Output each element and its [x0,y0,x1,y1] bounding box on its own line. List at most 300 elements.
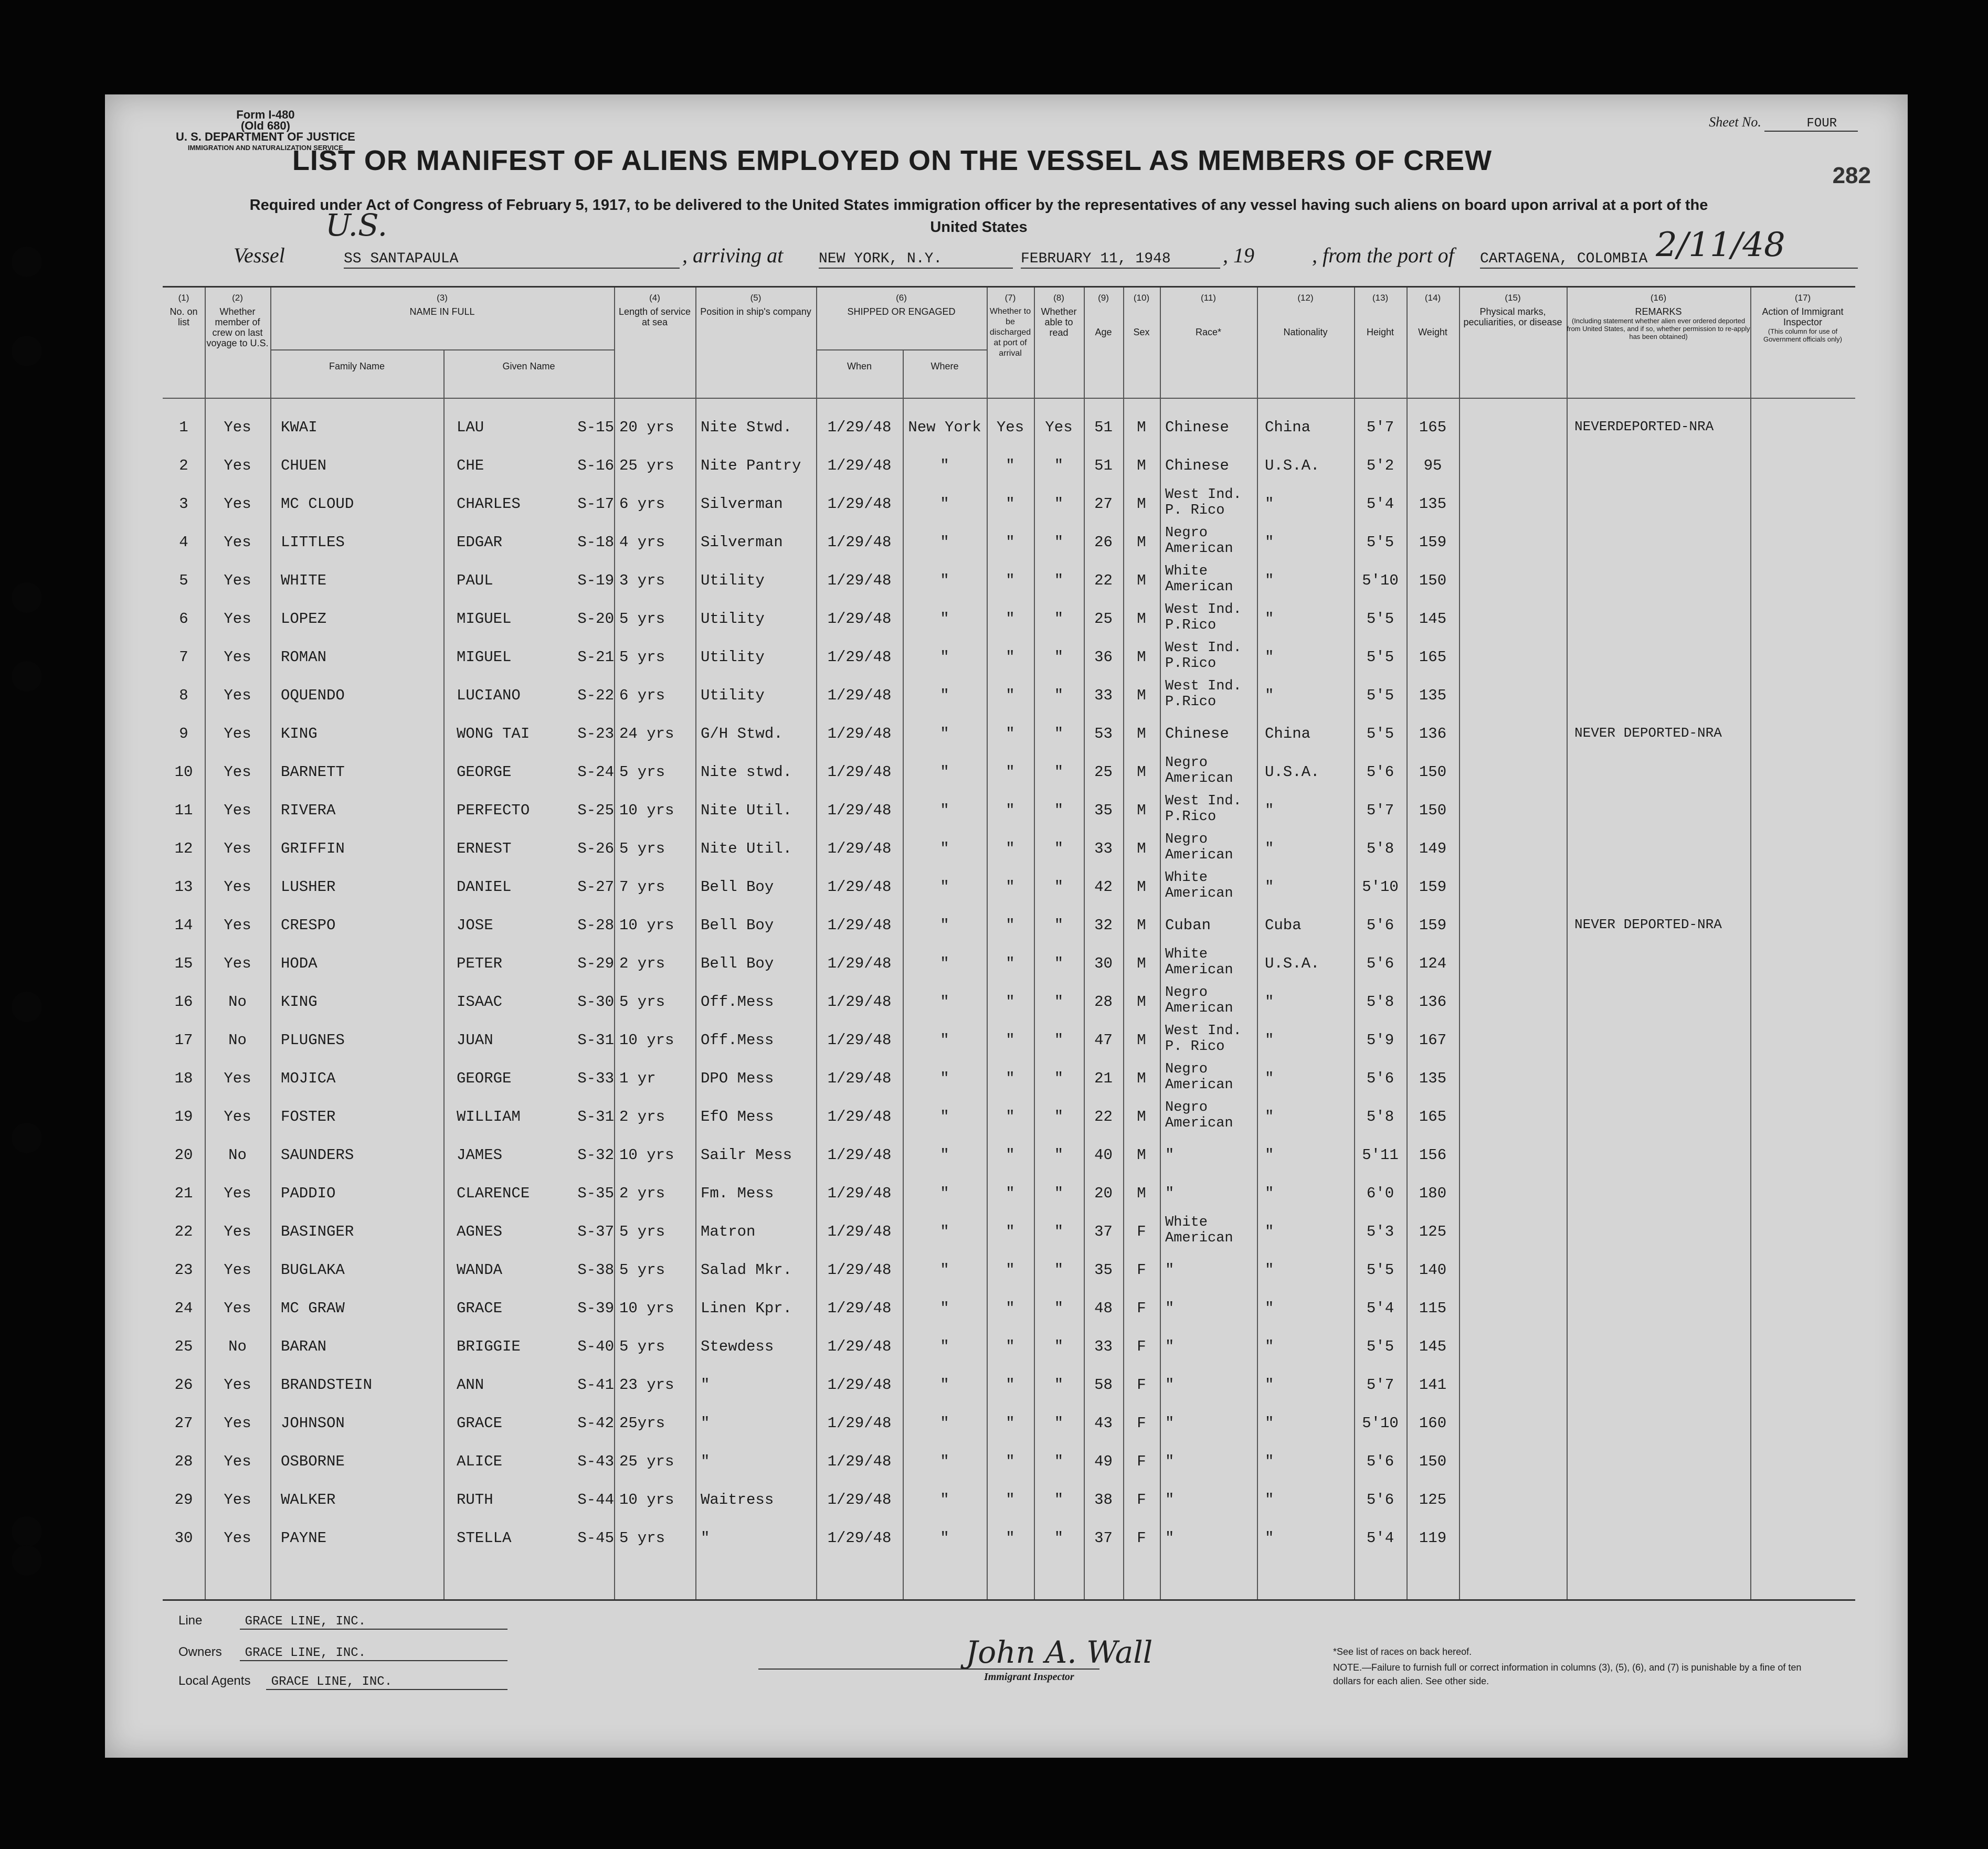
cell-family: BARAN [281,1338,327,1355]
cell-weight: 135 [1419,1070,1447,1087]
cell-race: " [1165,1300,1175,1317]
cell-discharged: " [1006,1491,1015,1508]
cell-given: WANDA [457,1261,503,1279]
cell-sex: F [1137,1415,1146,1432]
cell-weight: 180 [1419,1185,1447,1202]
cell-crew: Yes [224,1415,251,1432]
cell-no: 19 [174,1108,193,1125]
line-value: GRACE LINE, INC. [240,1614,507,1630]
cell-position: Stewdess [701,1338,774,1355]
cell-weight: 124 [1419,955,1447,972]
column-divider [695,288,696,1599]
cell-age: 48 [1094,1300,1113,1317]
cell-weight: 150 [1419,1453,1447,1470]
cell-where: " [940,1529,949,1547]
cell-when: 1/29/48 [827,917,892,934]
cell-height: 5'6 [1366,1453,1394,1470]
cell-snum: S-24 [577,763,614,781]
cell-age: 22 [1094,1108,1113,1125]
cell-age: 51 [1094,457,1113,474]
cell-crew: Yes [224,802,251,819]
cell-where: " [940,1338,949,1355]
column-number: (9) [1098,293,1109,303]
punch-hole [12,247,42,277]
cell-sex: F [1137,1376,1146,1394]
cell-where: " [940,1185,949,1202]
cell-service: 5 yrs [619,649,665,666]
cell-weight: 119 [1419,1529,1447,1547]
column-header-position [695,293,816,317]
cell-position: Utility [701,649,765,666]
cell-snum: S-26 [577,840,614,857]
cell-age: 47 [1094,1032,1113,1049]
cell-crew: Yes [224,1453,251,1470]
agents-value: GRACE LINE, INC. [266,1675,507,1690]
header-divider [163,398,1855,399]
cell-discharged: " [1006,1338,1015,1355]
cell-service: 20 yrs [619,419,674,436]
cell-race2: P.Rico [1165,694,1217,710]
cell-height: 5'3 [1366,1223,1394,1240]
cell-discharged: " [1006,1223,1015,1240]
cell-nat: " [1265,993,1274,1011]
cell-discharged: " [1006,610,1015,628]
cell-nat: " [1265,687,1274,704]
cell-race: West Ind. [1165,1023,1242,1039]
cell-read: " [1054,1185,1064,1202]
column-number: (13) [1372,293,1389,303]
column-title: Whether to be discharged at port of arrival [989,307,1031,358]
cell-race2: American [1165,962,1233,978]
cell-when: 1/29/48 [827,610,892,628]
cell-when: 1/29/48 [827,840,892,857]
cell-crew: Yes [224,1070,251,1087]
cell-where: " [940,1415,949,1432]
cell-given: EDGAR [457,534,503,551]
cell-position: Bell Boy [701,878,774,896]
cell-no: 22 [174,1223,193,1240]
cell-crew: Yes [224,1300,251,1317]
arriving-label: , arriving at [682,243,784,267]
cell-sex: M [1137,419,1146,436]
cell-race2: American [1165,771,1233,787]
cell-height: 5'5 [1366,1261,1394,1279]
cell-nat: China [1265,419,1311,436]
cell-position: DPO Mess [701,1070,774,1087]
cell-where: " [940,955,949,972]
cell-given: MIGUEL [457,610,512,628]
cell-family: OQUENDO [281,687,345,704]
cell-no: 9 [179,725,188,742]
date-field [1021,243,1220,269]
cell-race2: American [1165,541,1233,557]
cell-height: 5'5 [1366,687,1394,704]
cell-snum: S-29 [577,955,614,972]
cell-when: 1/29/48 [827,802,892,819]
line-label: Line [178,1613,203,1628]
cell-given: GRACE [457,1300,503,1317]
cell-position: Nite Stwd. [701,419,792,436]
cell-sex: M [1137,878,1146,896]
cell-family: BUGLAKA [281,1261,345,1279]
cell-read: " [1054,1300,1064,1317]
cell-discharged: " [1006,687,1015,704]
cell-when: 1/29/48 [827,1300,892,1317]
cell-weight: 136 [1419,993,1447,1011]
cell-race: " [1165,1185,1175,1202]
cell-service: 4 yrs [619,534,665,551]
cell-snum: S-28 [577,917,614,934]
cell-family: OSBORNE [281,1453,345,1470]
cell-where: " [940,687,949,704]
cell-race: Negro [1165,832,1208,847]
cell-nat: U.S.A. [1265,763,1320,781]
punch-hole [12,992,42,1022]
cell-given: WILLIAM [457,1108,521,1125]
column-header-weight [1407,293,1459,306]
cell-discharged: " [1006,1185,1015,1202]
cell-nat: " [1265,1032,1274,1049]
cell-race: West Ind. [1165,793,1242,809]
cell-when: 1/29/48 [827,534,892,551]
cell-nat: " [1265,802,1274,819]
cell-where: " [940,534,949,551]
cell-no: 25 [174,1338,193,1355]
column-divider [1123,288,1124,1599]
cell-family: MOJICA [281,1070,336,1087]
cell-read: " [1054,1415,1064,1432]
cell-service: 3 yrs [619,572,665,589]
column-header-marks [1459,293,1567,327]
cell-race2: American [1165,847,1233,863]
cell-weight: 145 [1419,1338,1447,1355]
cell-where: " [940,1108,949,1125]
cell-when: 1/29/48 [827,1376,892,1394]
cell-read: " [1054,1070,1064,1087]
cell-where: " [940,1491,949,1508]
cell-sex: M [1137,840,1146,857]
cell-crew: Yes [224,955,251,972]
cell-nat: U.S.A. [1265,457,1320,474]
cell-family: WHITE [281,572,327,589]
column-header-discharged [987,293,1034,359]
cell-crew: Yes [224,534,251,551]
cell-service: 5 yrs [619,1529,665,1547]
cell-service: 1 yr [619,1070,656,1087]
cell-discharged: " [1006,1032,1015,1049]
cell-weight: 141 [1419,1376,1447,1394]
cell-given: CLARENCE [457,1185,530,1202]
cell-no: 17 [174,1032,193,1049]
column-subtitle: (This column for use of Government officials only) [1763,327,1843,343]
cell-crew: No [228,1146,247,1164]
cell-race: Negro [1165,985,1208,1001]
cell-snum: S-27 [577,878,614,896]
column-divider [205,288,206,1599]
cell-family: FOSTER [281,1108,336,1125]
cell-position: Fm. Mess [701,1185,774,1202]
cell-where: " [940,840,949,857]
cell-given: MIGUEL [457,649,512,666]
cell-given: CHARLES [457,495,521,513]
cell-nat: " [1265,1300,1274,1317]
cell-snum: S-30 [577,993,614,1011]
cell-race: " [1165,1376,1175,1394]
cell-weight: 140 [1419,1261,1447,1279]
cell-read: " [1054,1529,1064,1547]
cell-weight: 125 [1419,1223,1447,1240]
cell-nat: " [1265,649,1274,666]
line-field [178,1613,507,1630]
cell-weight: 159 [1419,534,1447,551]
column-title: NAME IN FULL [409,306,475,317]
cell-nat: " [1265,495,1274,513]
sheet-number-value: FOUR [1764,116,1858,132]
cell-discharged: " [1006,878,1015,896]
cell-family: KING [281,725,318,742]
cell-weight: 167 [1419,1032,1447,1049]
cell-read: " [1054,1453,1064,1470]
cell-sex: M [1137,1032,1146,1049]
column-divider [1459,288,1460,1599]
cell-discharged: " [1006,1070,1015,1087]
cell-given: LAU [457,419,484,436]
cell-no: 6 [179,610,188,628]
cell-service: 2 yrs [619,1108,665,1125]
cell-nat: " [1265,1261,1274,1279]
cell-discharged: " [1006,1146,1015,1164]
cell-race: " [1165,1338,1175,1355]
inspector-signature: John A. Wall [966,1634,1153,1670]
cell-read: " [1054,687,1064,704]
cell-race2: American [1165,886,1233,901]
column-header-nationality [1257,293,1354,306]
column-number: (8) [1053,293,1064,303]
cell-family: CRESPO [281,917,336,934]
column-title: Length of service at sea [618,306,691,327]
cell-when: 1/29/48 [827,993,892,1011]
cell-discharged: Yes [996,419,1024,436]
cell-snum: S-32 [577,1146,614,1164]
column-header-when [816,361,903,371]
cell-race2: American [1165,1001,1233,1016]
cell-height: 5'7 [1366,802,1394,819]
column-title: Position in ship's company [700,306,811,317]
cell-nat: " [1265,610,1274,628]
cell-discharged: " [1006,993,1015,1011]
cell-when: 1/29/48 [827,1338,892,1355]
cell-where: " [940,763,949,781]
cell-race2: P. Rico [1165,503,1225,518]
cell-sex: F [1137,1338,1146,1355]
cell-read: " [1054,840,1064,857]
column-header-shipped [816,293,987,317]
column-number: (7) [1004,293,1016,303]
column-header-given [443,361,614,371]
arriving-port: NEW YORK, N.Y. [819,251,943,267]
cell-no: 16 [174,993,193,1011]
cell-position: Off.Mess [701,993,774,1011]
cell-when: 1/29/48 [827,763,892,781]
cell-sex: F [1137,1491,1146,1508]
cell-given: LUCIANO [457,687,521,704]
cell-service: 6 yrs [619,495,665,513]
cell-crew: Yes [224,457,251,474]
cell-where: " [940,917,949,934]
cell-sex: M [1137,1070,1146,1087]
cell-family: RIVERA [281,802,336,819]
cell-sex: F [1137,1453,1146,1470]
cell-crew: Yes [224,1185,251,1202]
cell-height: 5'8 [1366,840,1394,857]
cell-given: ALICE [457,1453,503,1470]
cell-race: White [1165,564,1208,579]
cell-snum: S-16 [577,457,614,474]
cell-read: " [1054,649,1064,666]
cell-age: 51 [1094,419,1113,436]
cell-snum: S-33 [577,1070,614,1087]
cell-crew: Yes [224,649,251,666]
cell-given: AGNES [457,1223,503,1240]
cell-where: " [940,1070,949,1087]
cell-age: 35 [1094,1261,1113,1279]
cell-position: " [701,1453,710,1470]
cell-weight: 150 [1419,763,1447,781]
cell-discharged: " [1006,763,1015,781]
column-header-name [270,293,614,317]
cell-age: 27 [1094,495,1113,513]
cell-snum: S-45 [577,1529,614,1547]
vessel-name: SS SANTAPAULA [344,251,459,267]
cell-nat: " [1265,1338,1274,1355]
cell-read: " [1054,1261,1064,1279]
cell-sex: M [1137,1108,1146,1125]
column-title: No. on list [170,306,198,327]
cell-discharged: " [1006,802,1015,819]
punch-hole [12,582,42,613]
cell-snum: S-17 [577,495,614,513]
cell-sex: M [1137,1185,1146,1202]
cell-crew: Yes [224,840,251,857]
cell-crew: Yes [224,1491,251,1508]
cell-height: 5'7 [1366,419,1394,436]
cell-weight: 165 [1419,419,1447,436]
cell-no: 30 [174,1529,193,1547]
agents-label: Local Agents [178,1674,251,1688]
cell-when: 1/29/48 [827,1529,892,1547]
cell-race: White [1165,1215,1208,1230]
cell-weight: 135 [1419,495,1447,513]
cell-read: Yes [1045,419,1073,436]
cell-age: 40 [1094,1146,1113,1164]
cell-snum: S-37 [577,1223,614,1240]
cell-no: 14 [174,917,193,934]
cell-position: Sailr Mess [701,1146,792,1164]
cell-snum: S-18 [577,534,614,551]
cell-race: " [1165,1529,1175,1547]
name-header-divider [270,349,614,350]
cell-service: 2 yrs [619,1185,665,1202]
cell-discharged: " [1006,495,1015,513]
column-title: Given Name [502,361,555,371]
cell-age: 36 [1094,649,1113,666]
cell-race2: P.Rico [1165,618,1217,633]
column-number: (1) [178,293,189,303]
column-title: Whether able to read [1041,306,1077,338]
cell-when: 1/29/48 [827,878,892,896]
cell-service: 10 yrs [619,1146,674,1164]
cell-no: 10 [174,763,193,781]
cell-race: Negro [1165,1061,1208,1077]
cell-remarks: NEVER DEPORTED-NRA [1574,725,1722,741]
cell-height: 5'6 [1366,917,1394,934]
cell-discharged: " [1006,840,1015,857]
cell-family: MC CLOUD [281,495,354,513]
cell-age: 33 [1094,1338,1113,1355]
cell-position: Utility [701,687,765,704]
cell-race: West Ind. [1165,487,1242,503]
cell-read: " [1054,802,1064,819]
cell-position: G/H Stwd. [701,725,783,742]
cell-race: White [1165,947,1208,962]
cell-crew: Yes [224,1376,251,1394]
cell-family: LOPEZ [281,610,327,628]
column-divider [987,288,988,1599]
cell-when: 1/29/48 [827,1185,892,1202]
cell-race: " [1165,1453,1175,1470]
arrival-date: FEBRUARY 11, 1948 [1021,251,1171,267]
cell-no: 20 [174,1146,193,1164]
cell-age: 33 [1094,840,1113,857]
cell-when: 1/29/48 [827,1491,892,1508]
cell-given: JOSE [457,917,493,934]
cell-nat: " [1265,878,1274,896]
column-divider [816,288,817,1599]
cell-age: 22 [1094,572,1113,589]
column-title: Where [930,361,959,371]
cell-read: " [1054,572,1064,589]
document-title: LIST OR MANIFEST OF ALIENS EMPLOYED ON THE VESSEL AS MEMBERS OF CREW [292,145,1493,176]
column-title: Action of Immigrant Inspector [1762,306,1844,327]
cell-position: " [701,1376,710,1394]
column-divider [1750,288,1751,1599]
cell-nat: China [1265,725,1311,742]
cell-crew: Yes [224,878,251,896]
cell-crew: Yes [224,725,251,742]
cell-race: White [1165,870,1208,886]
column-number: (5) [750,293,762,303]
column-number: (4) [649,293,660,303]
column-number: (6) [896,293,907,303]
cell-where: " [940,1453,949,1470]
punch-hole [12,1545,42,1576]
cell-service: 10 yrs [619,1491,674,1508]
cell-nat: " [1265,1491,1274,1508]
cell-height: 5'6 [1366,1070,1394,1087]
cell-when: 1/29/48 [827,419,892,436]
cell-race2: American [1165,579,1233,595]
cell-age: 28 [1094,993,1113,1011]
cell-no: 2 [179,457,188,474]
cell-weight: 165 [1419,649,1447,666]
cell-snum: S-41 [577,1376,614,1394]
cell-service: 10 yrs [619,1032,674,1049]
arriving-field [819,243,1013,269]
column-number: (10) [1133,293,1150,303]
cell-discharged: " [1006,457,1015,474]
cell-where: New York [908,419,981,436]
cell-service: 25 yrs [619,1453,674,1470]
